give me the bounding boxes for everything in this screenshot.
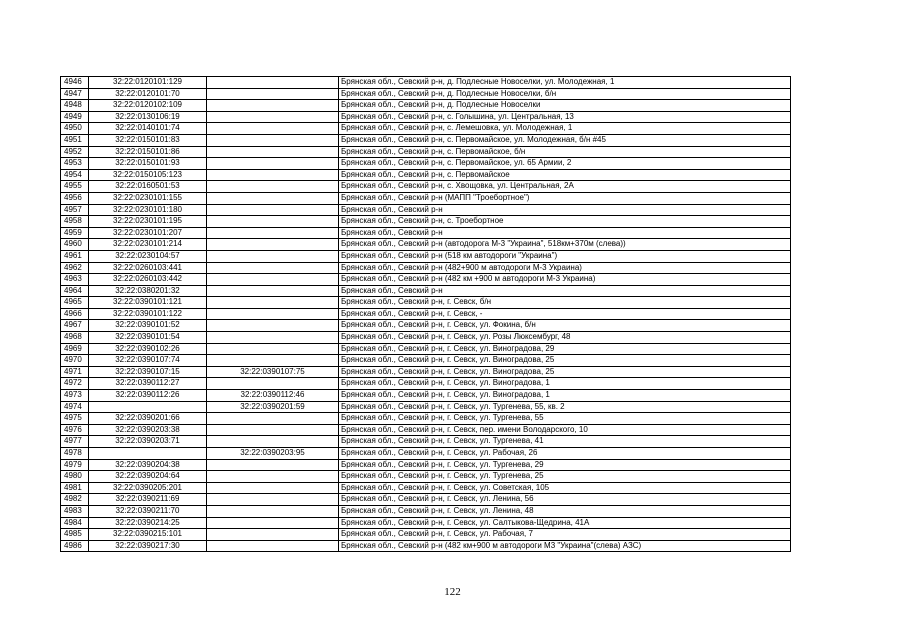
- cell-row-number: 4961: [61, 250, 89, 262]
- cell-cadastral-number: 32:22:0230101:214: [89, 239, 207, 251]
- cell-address: Брянская обл., Севский р-н, г. Севск, ул. Тургенева, 55, кв. 2: [339, 401, 791, 413]
- cell-cadastral-number-2: 32:22:0390203:95: [207, 448, 339, 460]
- cell-cadastral-number: 32:22:0120101:70: [89, 88, 207, 100]
- cell-cadastral-number: 32:22:0390107:74: [89, 355, 207, 367]
- table-row: [61, 250, 791, 262]
- cell-cadastral-number: 32:22:0390101:122: [89, 308, 207, 320]
- cell-address: Брянская обл., Севский р-н: [339, 227, 791, 239]
- table-row: [61, 227, 791, 239]
- table-row: [61, 239, 791, 251]
- cell-address: Брянская обл., Севский р-н, г. Севск, ул. Виноградова, 1: [339, 378, 791, 390]
- cell-row-number: 4952: [61, 146, 89, 158]
- table-row: [61, 169, 791, 181]
- cell-cadastral-number: 32:22:0390101:121: [89, 297, 207, 309]
- cell-cadastral-number: 32:22:0390215:101: [89, 529, 207, 541]
- cell-address: Брянская обл., Севский р-н (автодорога М-3 "Украина", 518км+370м (слева)): [339, 239, 791, 251]
- cell-address: Брянская обл., Севский р-н, г. Севск, ул. Виноградова, 25: [339, 366, 791, 378]
- cell-row-number: 4950: [61, 123, 89, 135]
- cell-row-number: 4949: [61, 111, 89, 123]
- cell-row-number: 4976: [61, 424, 89, 436]
- cell-cadastral-number-2: 32:22:0390112:46: [207, 390, 339, 402]
- cell-row-number: 4971: [61, 366, 89, 378]
- cell-cadastral-number: 32:22:0160501:53: [89, 181, 207, 193]
- cell-row-number: 4968: [61, 332, 89, 344]
- cell-row-number: 4972: [61, 378, 89, 390]
- table-row: [61, 297, 791, 309]
- cell-address: Брянская обл., Севский р-н, с. Первомайское: [339, 169, 791, 181]
- cell-address: Брянская обл., Севский р-н, г. Севск, ул. Тургенева, 25: [339, 471, 791, 483]
- table-row: [61, 192, 791, 204]
- cell-cadastral-number: 32:22:0120101:129: [89, 77, 207, 89]
- cell-cadastral-number: 32:22:0390112:27: [89, 378, 207, 390]
- cell-cadastral-number: 32:22:0390214:25: [89, 517, 207, 529]
- cell-cadastral-number-2: [207, 88, 339, 100]
- table-row: [61, 216, 791, 228]
- cell-row-number: 4958: [61, 216, 89, 228]
- cell-address: Брянская обл., Севский р-н, г. Севск, ул. Тургенева, 41: [339, 436, 791, 448]
- cell-cadastral-number-2: [207, 146, 339, 158]
- table-row: [61, 88, 791, 100]
- table-row: [61, 158, 791, 170]
- table-row: [61, 471, 791, 483]
- cell-cadastral-number-2: [207, 413, 339, 425]
- table-row: [61, 204, 791, 216]
- table-row: [61, 517, 791, 529]
- cell-row-number: 4982: [61, 494, 89, 506]
- cell-row-number: 4962: [61, 262, 89, 274]
- cell-cadastral-number-2: [207, 378, 339, 390]
- cell-address: Брянская обл., Севский р-н, с. Лемешовка, ул. Молодежная, 1: [339, 123, 791, 135]
- cell-address: Брянская обл., Севский р-н, г. Севск, ул. Виноградова, 25: [339, 355, 791, 367]
- table-row: [61, 308, 791, 320]
- table-row: [61, 123, 791, 135]
- cell-address: Брянская обл., Севский р-н, г. Севск, -: [339, 308, 791, 320]
- cell-row-number: 4955: [61, 181, 89, 193]
- cell-address: Брянская обл., Севский р-н, г. Севск, ул. Рабочая, 7: [339, 529, 791, 541]
- cell-row-number: 4951: [61, 134, 89, 146]
- cell-row-number: 4963: [61, 274, 89, 286]
- cell-row-number: 4983: [61, 505, 89, 517]
- cell-cadastral-number: 32:22:0390217:30: [89, 540, 207, 552]
- cell-row-number: 4977: [61, 436, 89, 448]
- cell-address: Брянская обл., Севский р-н, г. Севск, ул. Тургенева, 29: [339, 459, 791, 471]
- cell-cadastral-number: 32:22:0390211:69: [89, 494, 207, 506]
- cell-row-number: 4947: [61, 88, 89, 100]
- cell-cadastral-number-2: [207, 424, 339, 436]
- cell-row-number: 4985: [61, 529, 89, 541]
- table-row: [61, 134, 791, 146]
- cell-row-number: 4960: [61, 239, 89, 251]
- cell-row-number: 4975: [61, 413, 89, 425]
- table-row: [61, 540, 791, 552]
- table-row: [61, 285, 791, 297]
- cell-cadastral-number: 32:22:0150101:86: [89, 146, 207, 158]
- table-row: [61, 100, 791, 112]
- cell-address: Брянская обл., Севский р-н, г. Севск, ул. Советская, 105: [339, 482, 791, 494]
- table-row: [61, 146, 791, 158]
- cell-cadastral-number-2: [207, 158, 339, 170]
- cell-cadastral-number: [89, 448, 207, 460]
- cell-cadastral-number-2: [207, 181, 339, 193]
- cell-cadastral-number: 32:22:0260103:441: [89, 262, 207, 274]
- cell-address: Брянская обл., Севский р-н (482 км+900 м автодороги М3 "Украина"(слева) АЗС): [339, 540, 791, 552]
- cell-address: Брянская обл., Севский р-н, д. Подлесные Новоселки, ул. Молодежная, 1: [339, 77, 791, 89]
- cell-cadastral-number-2: [207, 494, 339, 506]
- cell-cadastral-number-2: [207, 436, 339, 448]
- cell-address: Брянская обл., Севский р-н, с. Троебортное: [339, 216, 791, 228]
- table-row: [61, 482, 791, 494]
- cell-address: Брянская обл., Севский р-н, с. Хвощовка, ул. Центральная, 2А: [339, 181, 791, 193]
- page-number: 122: [444, 586, 461, 598]
- registry-table: [60, 76, 791, 552]
- cell-row-number: 4946: [61, 77, 89, 89]
- cell-address: Брянская обл., Севский р-н, г. Севск, ул. Рабочая, 26: [339, 448, 791, 460]
- cell-row-number: 4973: [61, 390, 89, 402]
- cell-row-number: 4970: [61, 355, 89, 367]
- cell-row-number: 4953: [61, 158, 89, 170]
- table-row: [61, 181, 791, 193]
- cell-cadastral-number: 32:22:0230101:180: [89, 204, 207, 216]
- cell-cadastral-number: 32:22:0390203:38: [89, 424, 207, 436]
- cell-address: Брянская обл., Севский р-н, г. Севск, ул. Виноградова, 29: [339, 343, 791, 355]
- cell-row-number: 4954: [61, 169, 89, 181]
- cell-row-number: 4978: [61, 448, 89, 460]
- cell-address: Брянская обл., Севский р-н, д. Подлесные Новоселки: [339, 100, 791, 112]
- cell-row-number: 4948: [61, 100, 89, 112]
- cell-address: Брянская обл., Севский р-н, д. Подлесные Новоселки, б/н: [339, 88, 791, 100]
- cell-address: Брянская обл., Севский р-н, с. Голышина, ул. Центральная, 13: [339, 111, 791, 123]
- cell-cadastral-number: 32:22:0390205:201: [89, 482, 207, 494]
- cell-address: Брянская обл., Севский р-н: [339, 204, 791, 216]
- cell-cadastral-number: 32:22:0230101:207: [89, 227, 207, 239]
- cell-row-number: 4965: [61, 297, 89, 309]
- cell-address: Брянская обл., Севский р-н (МАПП "Троебортное"): [339, 192, 791, 204]
- cell-address: Брянская обл., Севский р-н, г. Севск, пер. имени Володарского, 10: [339, 424, 791, 436]
- table-row: [61, 401, 791, 413]
- cell-cadastral-number: 32:22:0390107:15: [89, 366, 207, 378]
- cell-cadastral-number-2: [207, 332, 339, 344]
- cell-cadastral-number: 32:22:0390204:64: [89, 471, 207, 483]
- table-row: [61, 505, 791, 517]
- cell-cadastral-number: 32:22:0390102:26: [89, 343, 207, 355]
- cell-cadastral-number: 32:22:0380201:32: [89, 285, 207, 297]
- cell-cadastral-number-2: [207, 274, 339, 286]
- cell-row-number: 4986: [61, 540, 89, 552]
- cell-cadastral-number: 32:22:0390201:66: [89, 413, 207, 425]
- table-row: [61, 111, 791, 123]
- cell-address: Брянская обл., Севский р-н, г. Севск, ул. Розы Люксембург, 48: [339, 332, 791, 344]
- cell-cadastral-number: 32:22:0390112:26: [89, 390, 207, 402]
- cell-cadastral-number-2: [207, 471, 339, 483]
- cell-row-number: 4984: [61, 517, 89, 529]
- cell-cadastral-number-2: [207, 320, 339, 332]
- table-row: [61, 529, 791, 541]
- cell-cadastral-number-2: [207, 308, 339, 320]
- table-row: [61, 77, 791, 89]
- table-row: [61, 320, 791, 332]
- cell-address: Брянская обл., Севский р-н: [339, 285, 791, 297]
- cell-cadastral-number-2: [207, 111, 339, 123]
- cell-cadastral-number: 32:22:0390204:38: [89, 459, 207, 471]
- cell-row-number: 4956: [61, 192, 89, 204]
- cell-cadastral-number-2: [207, 239, 339, 251]
- cell-cadastral-number: 32:22:0150105:123: [89, 169, 207, 181]
- cell-cadastral-number: 32:22:0390101:54: [89, 332, 207, 344]
- cell-address: Брянская обл., Севский р-н, г. Севск, ул. Салтыкова-Щедрина, 41А: [339, 517, 791, 529]
- table-row: [61, 332, 791, 344]
- cell-cadastral-number-2: [207, 285, 339, 297]
- cell-cadastral-number-2: [207, 250, 339, 262]
- cell-address: Брянская обл., Севский р-н, с. Первомайское, ул. 65 Армии, 2: [339, 158, 791, 170]
- registry-table-body: [61, 77, 791, 552]
- cell-cadastral-number: [89, 401, 207, 413]
- cell-cadastral-number-2: [207, 355, 339, 367]
- table-row: [61, 448, 791, 460]
- table-row: [61, 494, 791, 506]
- cell-cadastral-number-2: [207, 100, 339, 112]
- table-row: [61, 436, 791, 448]
- table-row: [61, 424, 791, 436]
- cell-cadastral-number-2: 32:22:0390107:75: [207, 366, 339, 378]
- cell-row-number: 4959: [61, 227, 89, 239]
- cell-cadastral-number-2: [207, 297, 339, 309]
- cell-address: Брянская обл., Севский р-н (518 км автодороги "Украина"): [339, 250, 791, 262]
- table-row: [61, 355, 791, 367]
- cell-cadastral-number: 32:22:0390101:52: [89, 320, 207, 332]
- cell-cadastral-number-2: [207, 204, 339, 216]
- cell-cadastral-number-2: [207, 216, 339, 228]
- cell-cadastral-number-2: [207, 505, 339, 517]
- cell-address: Брянская обл., Севский р-н (482 км +900 м автодороги М-3 Украина): [339, 274, 791, 286]
- table-row: [61, 343, 791, 355]
- cell-cadastral-number: 32:22:0150101:83: [89, 134, 207, 146]
- cell-cadastral-number-2: [207, 134, 339, 146]
- cell-address: Брянская обл., Севский р-н, с. Первомайское, б/н: [339, 146, 791, 158]
- cell-row-number: 4969: [61, 343, 89, 355]
- cell-cadastral-number-2: [207, 482, 339, 494]
- cell-cadastral-number: 32:22:0150101:93: [89, 158, 207, 170]
- cell-cadastral-number: 32:22:0390203:71: [89, 436, 207, 448]
- cell-cadastral-number: 32:22:0260103:442: [89, 274, 207, 286]
- cell-address: Брянская обл., Севский р-н, г. Севск, ул. Тургенева, 55: [339, 413, 791, 425]
- cell-cadastral-number-2: [207, 262, 339, 274]
- cell-address: Брянская обл., Севский р-н, г. Севск, б/н: [339, 297, 791, 309]
- cell-cadastral-number-2: [207, 77, 339, 89]
- cell-cadastral-number: 32:22:0230104:57: [89, 250, 207, 262]
- cell-cadastral-number-2: [207, 343, 339, 355]
- table-row: [61, 390, 791, 402]
- cell-address: Брянская обл., Севский р-н, г. Севск, ул. Виноградова, 1: [339, 390, 791, 402]
- cell-cadastral-number-2: [207, 529, 339, 541]
- cell-cadastral-number-2: [207, 517, 339, 529]
- cell-cadastral-number-2: [207, 192, 339, 204]
- cell-cadastral-number-2: [207, 169, 339, 181]
- cell-cadastral-number: 32:22:0230101:155: [89, 192, 207, 204]
- cell-cadastral-number: 32:22:0120102:109: [89, 100, 207, 112]
- cell-address: Брянская обл., Севский р-н, г. Севск, ул. Ленина, 56: [339, 494, 791, 506]
- cell-address: Брянская обл., Севский р-н, с. Первомайское, ул. Молодежная, б/н #45: [339, 134, 791, 146]
- cell-row-number: 4967: [61, 320, 89, 332]
- cell-address: Брянская обл., Севский р-н (482+900 м автодороги М-3 Украина): [339, 262, 791, 274]
- cell-row-number: 4964: [61, 285, 89, 297]
- cell-address: Брянская обл., Севский р-н, г. Севск, ул. Фокина, б/н: [339, 320, 791, 332]
- cell-cadastral-number: 32:22:0390211:70: [89, 505, 207, 517]
- cell-cadastral-number: 32:22:0230101:195: [89, 216, 207, 228]
- table-row: [61, 413, 791, 425]
- table-row: [61, 366, 791, 378]
- cell-row-number: 4974: [61, 401, 89, 413]
- cell-cadastral-number-2: 32:22:0390201:59: [207, 401, 339, 413]
- cell-row-number: 4981: [61, 482, 89, 494]
- table-row: [61, 459, 791, 471]
- cell-cadastral-number: 32:22:0130106:19: [89, 111, 207, 123]
- table-row: [61, 378, 791, 390]
- cell-cadastral-number-2: [207, 123, 339, 135]
- cell-row-number: 4979: [61, 459, 89, 471]
- cell-cadastral-number-2: [207, 540, 339, 552]
- cell-cadastral-number: 32:22:0140101:74: [89, 123, 207, 135]
- cell-row-number: 4980: [61, 471, 89, 483]
- cell-row-number: 4957: [61, 204, 89, 216]
- table-row: [61, 274, 791, 286]
- cell-cadastral-number-2: [207, 459, 339, 471]
- cell-address: Брянская обл., Севский р-н, г. Севск, ул. Ленина, 48: [339, 505, 791, 517]
- table-row: [61, 262, 791, 274]
- cell-row-number: 4966: [61, 308, 89, 320]
- cell-cadastral-number-2: [207, 227, 339, 239]
